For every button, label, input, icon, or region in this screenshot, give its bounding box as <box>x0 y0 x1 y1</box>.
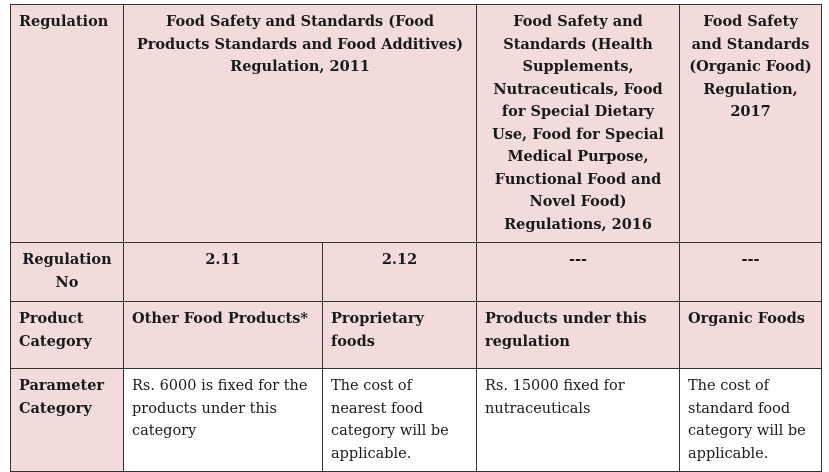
parameter-category-2016: Rs. 15000 fixed for nutraceuticals <box>477 369 680 472</box>
product-category-label: Product Category <box>11 302 124 369</box>
product-category-other: Other Food Products* <box>124 302 323 369</box>
regulation-2016: Food Safety and Standards (Health Supplements, Nutraceuticals, Food for Special Dietary Use, Food for Special Medical Purpose, Functional Food and Novel Food) Regulations, 2016 <box>477 5 680 243</box>
parameter-category-organic: The cost of standard food category will be applicable. <box>680 369 822 472</box>
product-category-proprietary: Proprietary foods <box>323 302 477 369</box>
regulation-label: Regulation <box>11 5 124 243</box>
regulation-table <box>10 4 822 472</box>
regulation-2017: Food Safety and Standards (Organic Food) Regulation, 2017 <box>680 5 822 243</box>
regulation-no-2016: --- <box>477 243 680 302</box>
regulation-no-label: Regulation No <box>11 243 124 302</box>
product-category-row <box>11 302 822 369</box>
parameter-category-label: Parameter Category <box>11 369 124 472</box>
parameter-category-proprietary: The cost of nearest food category will be applicable. <box>323 369 477 472</box>
regulation-no-row <box>11 243 822 302</box>
regulation-2011: Food Safety and Standards (Food Products Standards and Food Additives) Regulation, 2011 <box>124 5 477 243</box>
product-category-organic: Organic Foods <box>680 302 822 369</box>
regulation-row <box>11 5 822 243</box>
regulation-no-2-11: 2.11 <box>124 243 323 302</box>
regulation-no-2-12: 2.12 <box>323 243 477 302</box>
parameter-category-row <box>11 369 822 472</box>
parameter-category-other: Rs. 6000 is fixed for the products under this category <box>124 369 323 472</box>
product-category-2016: Products under this regulation <box>477 302 680 369</box>
regulation-no-2017: --- <box>680 243 822 302</box>
